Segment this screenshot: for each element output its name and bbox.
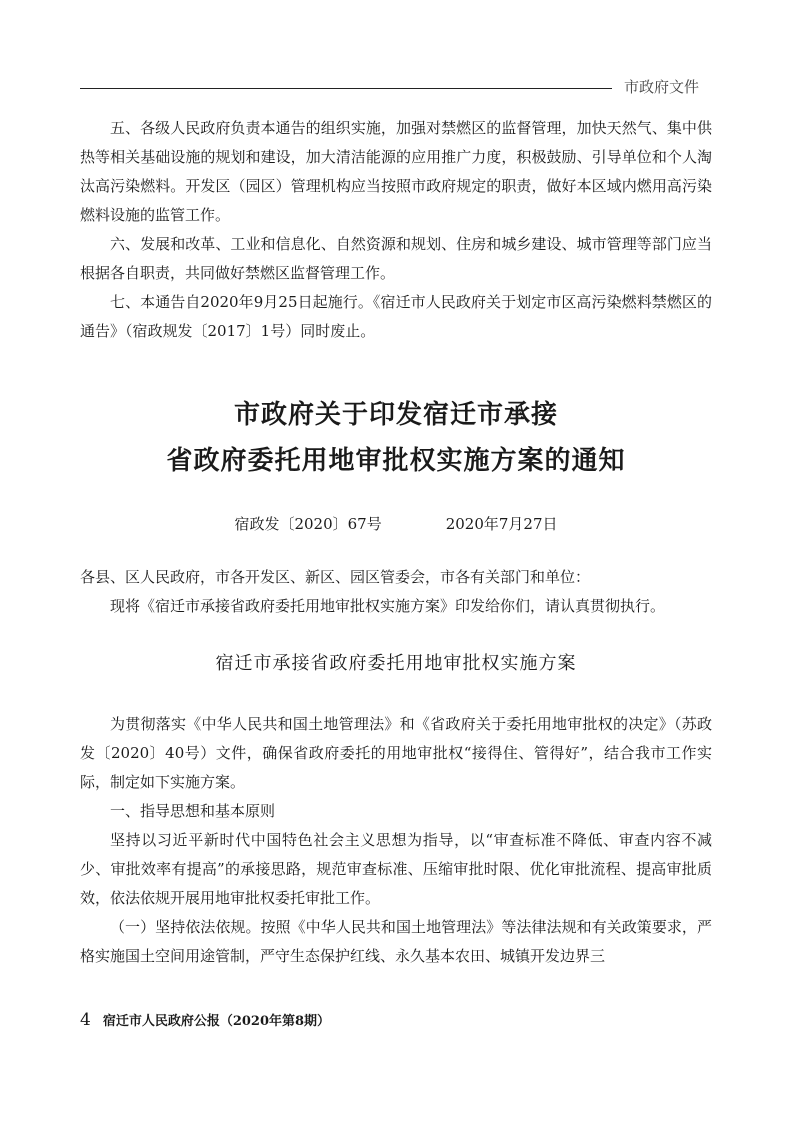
header-rule [80,88,612,89]
notice-meta [80,510,712,539]
previous-notice-paragraph: 七、本通告自2020年9月25日起施行。《宿迁市人民政府关于划定市区高污染燃料禁燃区的通告》（宿政规发〔2017〕1号）同时废止。 [80,293,712,340]
notice-addressees: 各县、区人民政府，市各开发区、新区、园区管委会，市各有关部门和单位： [80,568,591,586]
header-section-label: 市政府文件 [624,78,700,96]
issue-date: 2020年7月27日 [445,515,558,533]
section-heading: 一、指导思想和基本原则 [110,802,276,820]
notice-body: 现将《宿迁市承接省政府委托用地审批权实施方案》印发给你们，请认真贯彻执行。 [110,597,666,615]
notice-title [80,392,712,484]
page-number: 4 [80,1010,91,1030]
previous-notice-paragraph: 六、发展和改革、工业和信息化、自然资源和规划、住房和城乡建设、城市管理等部门应当根据各自职责，共同做好禁燃区监督管理工作。 [80,235,712,282]
page-body [80,114,712,971]
publication-name: 宿迁市人民政府公报（2020年第8期） [102,1014,331,1029]
plan-intro: 为贯彻落实《中华人民共和国土地管理法》和《省政府关于委托用地审批权的决定》（苏政发〔2020〕40号）文件，确保省政府委托的用地审批权“接得住、管得好”，结合我市工作实际，制定如下实施方案。 [80,715,712,791]
notice-title-line: 省政府委托用地审批权实施方案的通知 [166,446,626,476]
notice-title-line: 市政府关于印发宿迁市承接 [233,400,558,430]
principle-paragraph: （一）坚持依法依规。按照《中华人民共和国土地管理法》等法律法规和有关政策要求，严格实施国土空间用途管制，严守生态保护红线、永久基本农田、城镇开发边界三 [80,918,712,965]
page-footer [80,1010,330,1030]
plan-title: 宿迁市承接省政府委托用地审批权实施方案 [215,653,577,674]
section-paragraph: 坚持以习近平新时代中国特色社会主义思想为指导，以“审查标准不降低、审查内容不减少、审批效率有提高”的承接思路，规范审查标准、压缩审批时限、优化审批流程、提高审批质效，依法依规开展用地审批权委托审批工作。 [80,831,712,907]
doc-number: 宿政发〔2020〕67号 [234,515,382,533]
previous-notice-paragraph: 五、各级人民政府负责本通告的组织实施，加强对禁燃区的监督管理，加快天然气、集中供热等相关基础设施的规划和建设，加大清洁能源的应用推广力度，积极鼓励、引导单位和个人淘汰高污染燃料。开发区（园区）管理机构应当按照市政府规定的职责，做好本区域内燃用高污染燃料设施的监管工作。 [80,119,712,224]
